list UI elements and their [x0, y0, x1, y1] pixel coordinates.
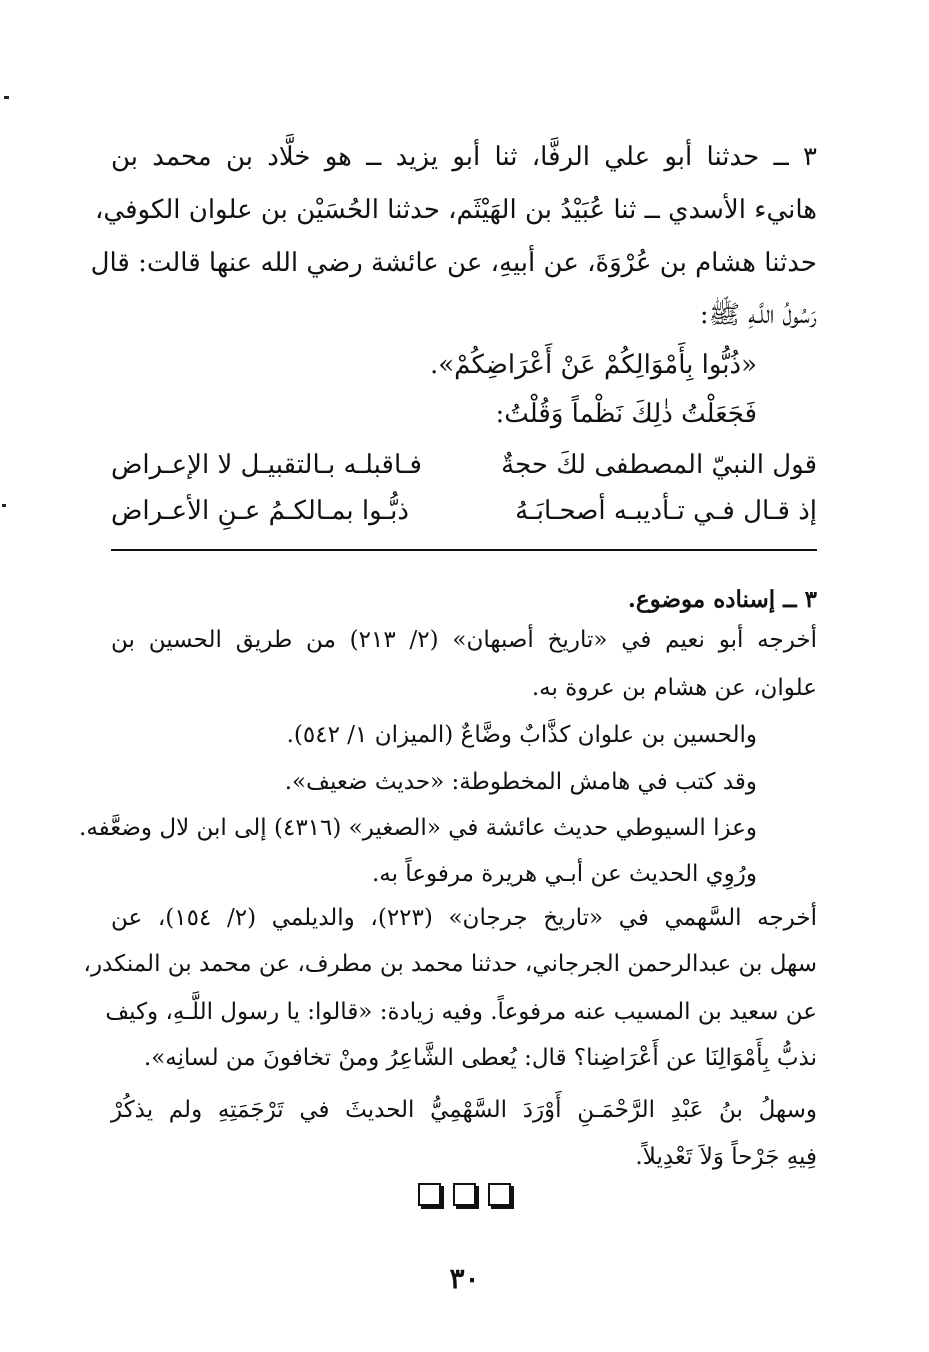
verse-1-second-hemistich: فـاقبلـه بـالتقبيـل لا الإعـراض: [111, 450, 422, 480]
scan-mark-top: [4, 96, 9, 99]
hadith-line-1: ٣ ــ حدثنا أبو علي الرفَّا، ثنا أبو يزيد ــ هو خلَّاد بن محمد بن: [111, 142, 817, 172]
footnote-line: فِيهِ جَرْحاً وَلاَ تَعْدِيلاً.: [635, 1144, 817, 1170]
poem-verse-2: [111, 491, 817, 531]
hadith-line-4: رَسُولُ اللَّـهِ ﷺ:: [699, 300, 817, 330]
footnote-line: علوان، عن هشام بن عروة به.: [531, 675, 817, 701]
hadith-poem-intro: فَجَعَلْتُ ذٰلِكَ نَظْماً وَقُلْتُ:: [495, 399, 757, 429]
footnote-line: وعزا السيوطي حديث عائشة في «الصغير» (٤٣١٦) إلى ابن لال وضعَّفه.: [79, 815, 757, 841]
footnote-line: ورُوِي الحديث عن أبـي هريرة مرفوعاً به.: [371, 861, 757, 887]
square-ornament-icon: [488, 1183, 511, 1206]
footnote-line: نذبُّ بِأَمْوَالِنَا عن أَعْرَاضِنا؟ قال: يُعطى الشَّاعِرُ ومنْ تخافونَ من لسانِه».: [143, 1045, 817, 1071]
footnote-line: سهل بن عبدالرحمن الجرجاني، حدثنا محمد بن مطرف، عن محمد بن المنكدر،: [83, 951, 817, 977]
footnote-line: أخرجه السَّهمي في «تاريخ جرجان» (٢٢٣)، والديلمي (٢/ ١٥٤)، عن: [111, 905, 817, 931]
footnote-heading: ٣ ــ إسناده موضوع.: [627, 586, 817, 613]
footnote-line: وسهلُ بنُ عَبْدِ الرَّحْمَـنِ أَوْرَدَ السَّهْمِيُّ الحديثَ في تَرْجَمَتِهِ ولم يذكُرْ: [111, 1097, 817, 1123]
footnote-line: عن سعيد بن المسيب عنه مرفوعاً. وفيه زيادة: «قالوا: يا رسول اللَّـهِ، وكيف: [105, 999, 817, 1025]
footnote-line: وقد كتب في هامش المخطوطة: «حديث ضعيف».: [284, 769, 757, 795]
verse-2-second-hemistich: ذبُّـوا بمـالكـمُ عـنِ الأعـراض: [111, 496, 409, 526]
hadith-line-3: حدثنا هشام بن عُرْوَةَ، عن أبيهِ، عن عائشة رضي الله عنها قالت: قال: [90, 248, 817, 278]
hadith-line-2: هانيء الأسدي ــ ثنا عُبَيْدُ بن الهَيْثَم، حدثنا الحُسَيْن بن علوان الكوفي،: [95, 195, 817, 225]
scan-mark-middle: [2, 504, 6, 507]
verse-2-first-hemistich: إذ قـال فـي تـأديبـه أصحـابَـهُ: [515, 496, 817, 526]
poem-verse-1: [111, 445, 817, 485]
section-end-ornament: [0, 1183, 929, 1213]
square-ornament-icon: [453, 1183, 476, 1206]
verse-1-first-hemistich: قول النبيّ المصطفى لكَ حجةٌ: [501, 450, 817, 480]
hadith-prophet-quote: «ذُبُّوا بِأَمْوَالِكُمْ عَنْ أَعْرَاضِكُمْ».: [429, 350, 757, 380]
square-ornament-icon: [418, 1183, 441, 1206]
footnote-separator: [111, 549, 817, 551]
page-number: ٣٠: [449, 1262, 480, 1295]
footnote-line: والحسين بن علوان كذَّابٌ وضَّاعٌ (الميزان ١/ ٥٤٢).: [286, 722, 757, 748]
footnote-line: أخرجه أبو نعيم في «تاريخ أصبهان» (٢/ ٢١٣) من طريق الحسين بن: [111, 627, 818, 653]
